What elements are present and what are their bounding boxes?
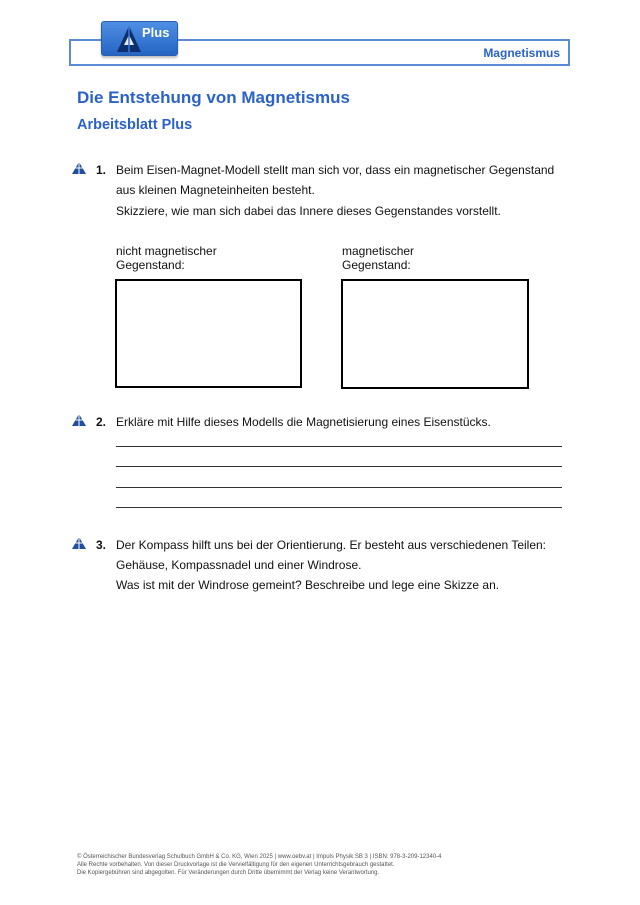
answer-line-1[interactable] (116, 446, 562, 447)
box-label-magnetic (342, 244, 414, 272)
task-3-number: 3. (96, 538, 107, 552)
answer-line-2[interactable] (116, 466, 562, 467)
header-topic: Magnetismus (483, 46, 560, 60)
logo-text: Plus (142, 25, 170, 40)
footer-copyright: © Österreichischer Bundesverlag Schulbuch GmbH & Co. KG, Wien 2025 | www.oebv.at | Impuls Physik SB 3 | ISBN: 978-3-209-12340-4 (77, 854, 442, 860)
task-3-line-1: Der Kompass hilft uns bei der Orientierung. Er besteht aus verschiedenen Teilen: (116, 538, 547, 552)
box-label-magnetic-line-2: Gegenstand: (342, 258, 411, 272)
task-1-line-1: Beim Eisen-Magnet-Modell stellt man sich vor, dass ein magnetischer Gegenstand (116, 163, 555, 177)
task-2-line-1: Erkläre mit Hilfe dieses Modells die Magnetisierung eines Eisenstücks. (116, 415, 491, 429)
footer-disclaimer: Die Kopiergebühren sind abgegolten. Für Veränderungen durch Dritte übernimmt der Verlag keine Verantwortung. (77, 870, 380, 876)
box-label-magnetic-line-1: magnetischer (342, 244, 415, 258)
task-1-line-2: aus kleinen Magneteinheiten besteht. (116, 183, 315, 197)
box-label-non-magnetic-line-1: nicht magnetischer (116, 244, 217, 258)
box-label-non-magnetic (116, 244, 217, 272)
footer (77, 853, 442, 877)
task-1-pyramid-icon (72, 162, 86, 174)
sketch-box-non-magnetic[interactable] (115, 279, 302, 388)
plus-logo (101, 21, 178, 56)
task-3-pyramid-icon (72, 537, 86, 549)
task-2-number: 2. (96, 415, 107, 429)
pyramid-icon (116, 25, 142, 53)
page-subtitle: Arbeitsblatt Plus (77, 117, 193, 133)
task-1-line-3: Skizziere, wie man sich dabei das Innere dieses Gegenstandes vorstellt. (116, 204, 501, 218)
page-title: Die Entstehung von Magnetismus (77, 88, 350, 107)
answer-line-3[interactable] (116, 487, 562, 488)
task-1-number: 1. (96, 163, 107, 177)
task-3-line-3: Was ist mit der Windrose gemeint? Beschreibe und lege eine Skizze an. (116, 578, 500, 592)
sketch-box-magnetic[interactable] (341, 279, 529, 389)
footer-rights: Alle Rechte vorbehalten. Von dieser Druckvorlage ist die Vervielfältigung für den eigenen Unterrichtsgebrauch gestattet. (77, 862, 395, 868)
task-3-line-2: Gehäuse, Kompassnadel und einer Windrose. (116, 558, 362, 572)
task-2-pyramid-icon (72, 414, 86, 426)
box-label-non-magnetic-line-2: Gegenstand: (116, 258, 185, 272)
answer-line-4[interactable] (116, 507, 562, 508)
